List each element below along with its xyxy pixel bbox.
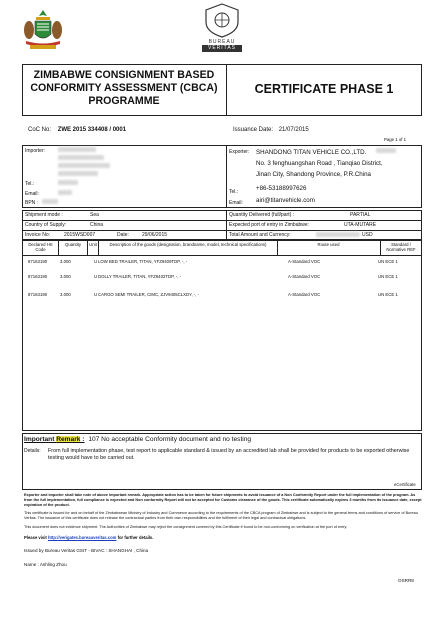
col-route: Route used [317, 242, 340, 247]
importer-tel-label: Tel.: [25, 181, 35, 187]
table-row-std: UN ECE 1 [378, 259, 398, 264]
bold-notice: Exporter and importer shall take note of above important remark. Appropriate action has to be taken for future shipments to avoid issuance of a Non Conformity Report under the full implementation of the program. As from the full implementation, full compliance is expected and Non conformity Report will not be accepted for Customs clearance of the goods. This certificate automatically expires 3 months from its issuance date, except expiration of the product. [24, 493, 422, 507]
port-of-entry: UTA-MUTARE [344, 222, 377, 228]
table-row-desc: DOLLY TRAILER, TITAN, YFZ9402TDP, -, - [98, 274, 182, 279]
verigates-link[interactable]: http://verigates.bureauveritas.com [47, 535, 117, 540]
supply-country: China [90, 222, 104, 228]
table-row-qty: 3.000 [60, 259, 71, 264]
table-row-route: A-Standard VOC [288, 259, 321, 264]
table-row-hs: 87163190 [28, 259, 48, 264]
phase-title: CERTIFICATE PHASE 1 [254, 82, 394, 96]
table-row-route: A-Standard VOC [288, 274, 321, 279]
table-row-hs: 87163190 [28, 274, 48, 279]
importer-email-label: Email: [25, 191, 39, 197]
goods-table [22, 240, 422, 431]
page-number: Page 1 of 1 [384, 137, 406, 142]
document-ref: OSRR8 [398, 578, 414, 583]
invoice-number: 2015WSD007 [64, 232, 96, 238]
exporter-tel-label: Tel.: [229, 189, 239, 195]
table-row-hs: 87163190 [28, 292, 48, 297]
table-row-std: UN ECE 1 [378, 292, 398, 297]
verigates-notice: Please visit http://verigates.bureauveritas.com for further details. [24, 535, 154, 540]
details-label: Details: [24, 448, 41, 454]
amount-label: Total Amount and Currency: [229, 232, 291, 238]
issued-by: Issued by Bureau Veritas GSIT - BIVAC : SHANGHAI , China [24, 548, 149, 553]
remark-text: 107 No acceptable Conformity document and no testing [88, 436, 252, 443]
details-text: From full implementation phase, test report to applicable standard & issued by an accredited lab shall be provided for products to be exported otherwise testing would have to be carried out. [48, 448, 410, 462]
importer-bpn-label: BPN : [25, 200, 39, 206]
table-row-unit: U [94, 274, 98, 279]
qty-delivered: PARTIAL [350, 212, 371, 218]
redacted-importer-name [58, 147, 96, 152]
col-hs-code: Declared HS Code [28, 242, 53, 253]
importer-label: Importer: [25, 148, 46, 154]
issuance-row: Issuance Date: 21/07/2015 [233, 127, 309, 133]
important-remark: Important Remark : 107 No acceptable Conformity document and no testing [24, 436, 252, 443]
col-description: Description of the goods (designation, brandname, model, technical specifications) [109, 242, 267, 247]
table-row-unit: U [94, 259, 98, 264]
port-label: Expected port of entry in Zimbabwe: [229, 222, 310, 228]
exporter-email: airi@titanvehicle.com [256, 197, 315, 204]
col-unit: Unit [89, 242, 97, 247]
title-divider [226, 64, 227, 116]
table-row-desc: CARGO SEMI TRAILER, CIMC, ZJV9405CLXDY, -, - [98, 292, 200, 297]
invoice-date-label: Date: [117, 232, 129, 238]
exporter-address: SHANDONG TITAN VEHICLE CO.,LTD. No. 3 fenghuangshan Road , Tianqiao District, Jinan City, Shandong Province, P.R.China [256, 149, 383, 178]
col-quantity: Quantity [64, 242, 81, 247]
invoice-label: Invoice No: [25, 232, 51, 238]
exporter-label: Exporter: [229, 149, 250, 155]
table-row-std: UN ECE 1 [378, 274, 398, 279]
table-row-route: A-Standard VOC [288, 292, 321, 297]
table-row-desc: LOW BED TRAILER, TITAN, YFZ9409TDP, -, - [98, 259, 188, 264]
qty-delivered-label: Quantity Delivered (full/part) : [229, 212, 295, 218]
table-row-unit: U [94, 292, 98, 297]
bv-logo-bottom-text: VERITAS [202, 45, 242, 52]
table-row-qty: 3.000 [60, 292, 71, 297]
supply-label: Country of Supply: [25, 222, 67, 228]
bv-logo-top-text: BUREAU [208, 39, 236, 45]
issuance-date: 21/07/2015 [278, 127, 309, 133]
exporter-tel: +86-53188997626 [256, 185, 307, 192]
shipment-notice: This document does not evidence shipment. The Authorities of Zimbabwe may reject the consignment covered by this Certificate if found to be non-conforming on verification at the port of entry. [24, 525, 348, 529]
col-standard: Standard / Normative REF [386, 242, 416, 253]
ecertificate-label: eCertificate [394, 482, 416, 487]
coc-number: ZWE 2015 334408 / 0001 [57, 127, 127, 133]
signatory-name: Name : Ashling Zhou [24, 562, 67, 567]
bureau-veritas-logo [200, 2, 244, 52]
zimbabwe-coat-of-arms-icon [20, 8, 66, 52]
currency: USD [362, 232, 373, 238]
terms-notice: This certificate is issued for and on behalf of the Zimbabwean Ministry of Industry and Commerce according to the requirements of the CBCA program of Zimbabwe and is subject to the general terms and conditions of service of Bureau Veritas. The issuance of this certificate does not release the contractual parties from their own responsibilities and the fulfilment of their legal and contractual obligations. [24, 511, 418, 520]
shipment-mode: Sea [90, 212, 99, 218]
page-title: ZIMBABWE CONSIGNMENT BASED CONFORMITY ASSESSMENT (CBCA) PROGRAMME [30, 69, 218, 107]
coc-row: CoC No: ZWE 2015 334408 / 0001 [28, 127, 127, 133]
shipment-mode-label: Shipment mode : [25, 212, 63, 218]
exporter-email-label: Email: [229, 200, 243, 206]
table-row-qty: 3.000 [60, 274, 71, 279]
invoice-date: 29/06/2015 [142, 232, 168, 238]
